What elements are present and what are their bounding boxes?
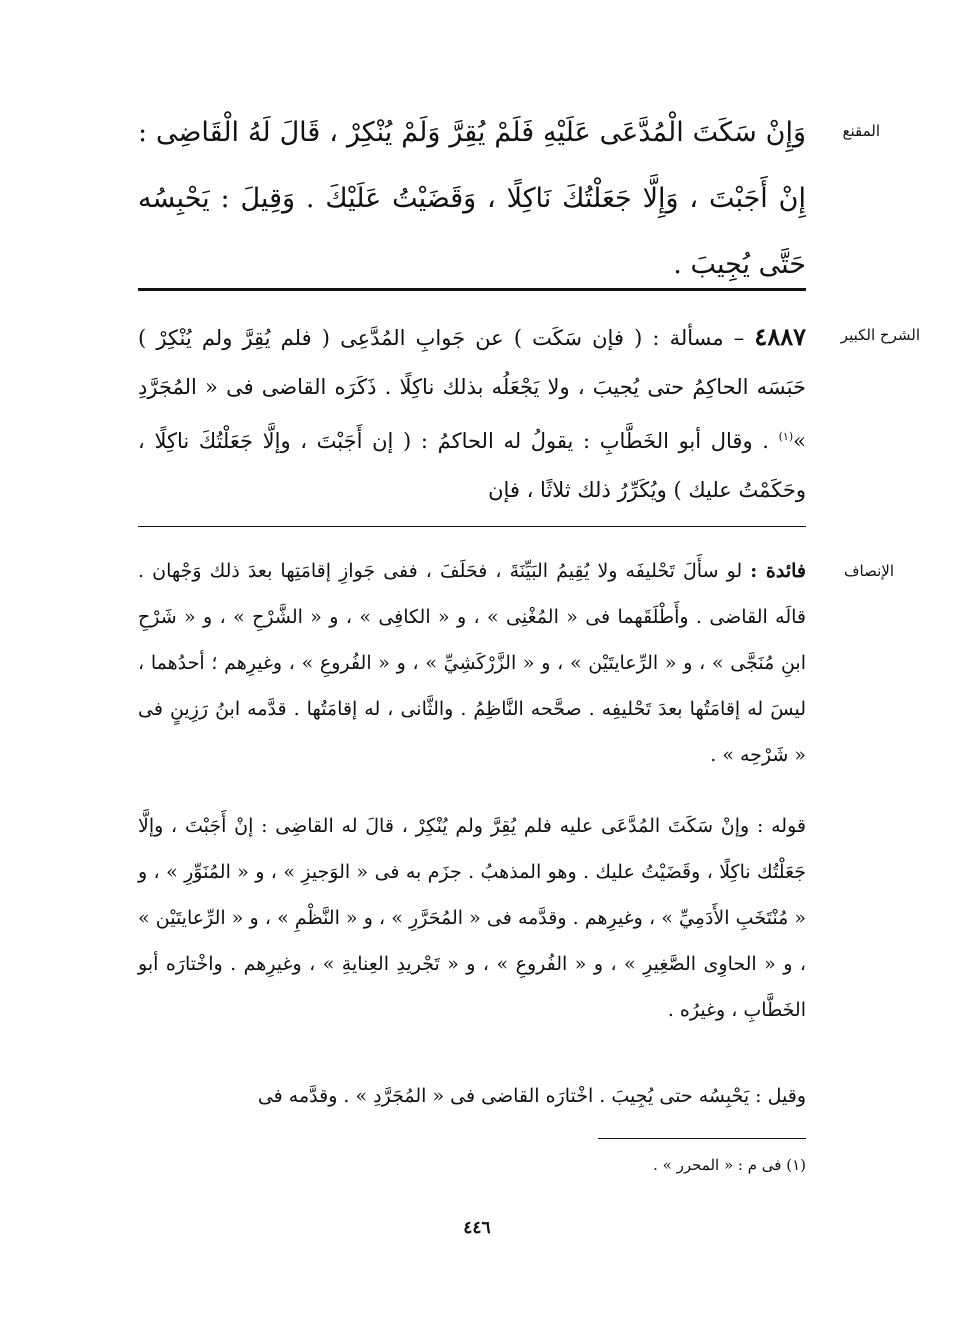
sharh-body-continued: . وقال أبو الخَطَّابِ : يقولُ له الحاكمُ : ( إن أَجَبْتَ ، وإلَّا جَعَلْتُكَ ناكِلًا ، وحَكَمْتُ عليك ) ويُكَرِّرُ ذلك ثلاثًا ، فإن xyxy=(138,429,806,502)
page-number: ٤٤٦ xyxy=(463,1218,491,1238)
faida-lead: فائدة : xyxy=(750,560,806,582)
faida-body: لو سأَلَ تَحْليفَه ولا يُقِيمُ البَيِّنَةَ ، فحَلَفَ ، ففى جَوازِ إقامَتِها بعدَ ذلك وَجْهان . قالَه القاضى . وأَطْلَقَهما فى « المُغْنِى » ، و « الكافِى » ، و « الشَّرْحِ » ، و « شَرْحِ ابنِ مُنَجَّى » ، و « الرِّعايتَيْن » ، و « الزَّرْكَشِيِّ » ، و « الفُروعِ » ، وغيرِهم ؛ أحدُهما ، ليسَ له إقامَتُها بعدَ تَحْليفِه . صحَّحه النَّاظِمُ . والثَّانى ، له إقامَتُها . قدَّمه ابنُ رَزِينٍ فى « شَرْحِه » . xyxy=(138,560,806,766)
insaf-paragraph-2: قوله : وإنْ سَكَتَ المُدَّعَى عليه فلم يُقِرَّ ولم يُنْكِرْ ، قالَ له القاضِى : إنْ أَجَبْتَ ، وإلَّا جَعَلْتُك ناكِلًا ، وقَضَيْتُ عليك . وهو المذهبُ . جزَم به فى « الوَجيزِ » ، و « المُنَوِّرِ » ، و « مُنْتَخَبِ الأَدَمِيِّ » ، وغيرِهم . وقدَّمه فى « المُحَرَّرِ » ، و « النَّظْمِ » ، و « الرِّعايتَيْن » ، و « الحاوِى الصَّغِيرِ » ، و « الفُروعِ » ، و « تَجْريدِ العِنايةِ » ، وغيرِهم . واخْتارَه أبو الخَطَّابِ ، وغيرُه . xyxy=(138,815,806,1021)
section-divider-thin xyxy=(138,526,806,527)
label-sharh: الشرح الكبير xyxy=(840,326,920,344)
section-divider-thick xyxy=(138,288,806,291)
label-muqni: المقنع xyxy=(842,122,880,140)
footnote-divider xyxy=(598,1138,806,1139)
footnote: (١) فى م : « المحرر » . xyxy=(653,1156,806,1174)
sharh-text xyxy=(138,312,806,515)
label-insaf: الإنصاف xyxy=(843,562,894,580)
insaf-paragraph-3: وقيل : يَحْبِسُه حتى يُجِيبَ . اخْتارَه القاضى فى « المُجَرَّدِ » . وقدَّمه فى xyxy=(257,1085,806,1107)
insaf-faida xyxy=(138,548,806,778)
sharh-body: – مسألة : ( فإن سَكَت ) عن جَوابِ المُدَّعِى ( فلم يُقِرَّ ولم يُنْكِرْ ) حَبَسَه الحاكِمُ حتى يُجيبَ ، ولا يَجْعَلُه بذلك ناكِلًا . ذَكَرَه القاضى فى « المُجَرَّدِ » xyxy=(138,326,806,453)
muqni-text: وَإِنْ سَكَتَ الْمُدَّعَى عَلَيْهِ فَلَمْ يُقِرَّ وَلَمْ يُنْكِرْ ، قَالَ لَهُ الْقَاضِى : إِنْ أَجَبْتَ ، وَإِلَّا جَعَلْتُكَ نَاكِلًا ، وَقَضَيْتُ عَلَيْكَ . وَقِيلَ : يَحْبِسُه حَتَّى يُجِيبَ . xyxy=(138,117,806,280)
footnote-marker: (١) xyxy=(778,430,794,443)
issue-number: ٤٨٨٧ xyxy=(754,322,806,351)
